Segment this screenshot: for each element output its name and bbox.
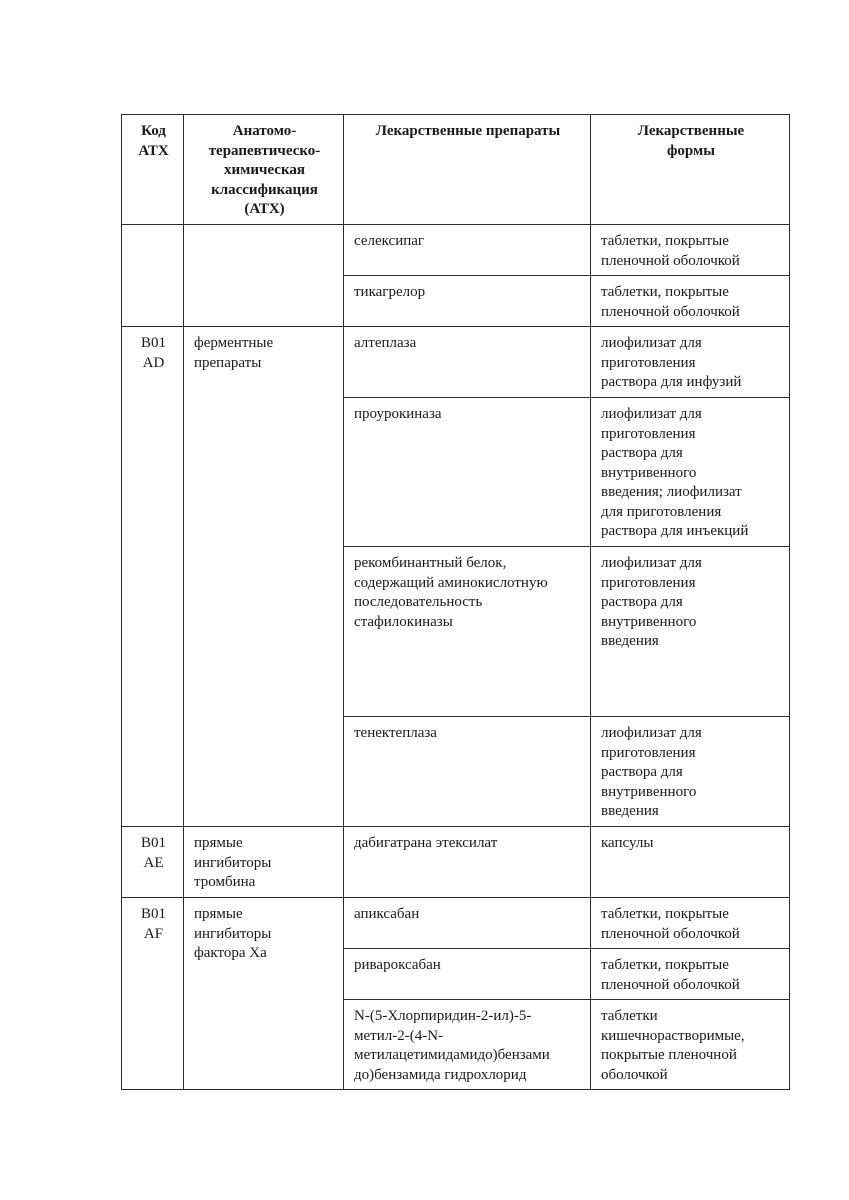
form-cell: таблетки, покрытые пленочной оболочкой <box>591 276 790 327</box>
code-cell <box>122 225 184 327</box>
header-drugs: Лекарственные препараты <box>344 115 591 225</box>
drug-cell: тикагрелор <box>344 276 591 327</box>
drug-cell: дабигатрана этексилат <box>344 827 591 898</box>
table-row <box>122 327 790 398</box>
table-row <box>122 827 790 898</box>
table-header-row <box>122 115 790 225</box>
form-cell: лиофилизат для приготовления раствора для внутривенного введения; лиофилизат для приготовления раствора для инъекций <box>591 398 790 547</box>
header-forms: Лекарственные формы <box>591 115 790 225</box>
drug-cell: апиксабан <box>344 898 591 949</box>
group-cell <box>184 225 344 327</box>
drug-cell: N-(5-Хлорпиридин-2-ил)-5- метил-2-(4-N- метилацетимидамидо)бензами до)бензамида гидрохлорид <box>344 1000 591 1090</box>
form-cell: таблетки, покрытые пленочной оболочкой <box>591 949 790 1000</box>
form-cell: лиофилизат для приготовления раствора для инфузий <box>591 327 790 398</box>
code-cell: B01 AD <box>122 327 184 827</box>
header-classification: Анатомо- терапевтическо- химическая классификация (АТХ) <box>184 115 344 225</box>
code-cell: B01 AE <box>122 827 184 898</box>
code-cell: B01 AF <box>122 898 184 1090</box>
form-cell: таблетки, покрытые пленочной оболочкой <box>591 225 790 276</box>
atx-table <box>121 114 790 1090</box>
form-cell: таблетки кишечнорастворимые, покрытые пленочной оболочкой <box>591 1000 790 1090</box>
group-cell: прямые ингибиторы фактора Xa <box>184 898 344 1090</box>
drug-cell: ривароксабан <box>344 949 591 1000</box>
table-row <box>122 225 790 276</box>
drug-cell: проурокиназа <box>344 398 591 547</box>
table-row <box>122 898 790 949</box>
drug-cell: тенектеплаза <box>344 717 591 827</box>
drug-cell: алтеплаза <box>344 327 591 398</box>
form-cell: лиофилизат для приготовления раствора для внутривенного введения <box>591 717 790 827</box>
drug-cell: селексипаг <box>344 225 591 276</box>
drug-cell: рекомбинантный белок, содержащий аминокислотную последовательность стафилокиназы <box>344 547 591 717</box>
form-cell: таблетки, покрытые пленочной оболочкой <box>591 898 790 949</box>
form-cell: лиофилизат для приготовления раствора для внутривенного введения <box>591 547 790 717</box>
form-cell: капсулы <box>591 827 790 898</box>
group-cell: ферментные препараты <box>184 327 344 827</box>
header-code: Код АТХ <box>122 115 184 225</box>
group-cell: прямые ингибиторы тромбина <box>184 827 344 898</box>
